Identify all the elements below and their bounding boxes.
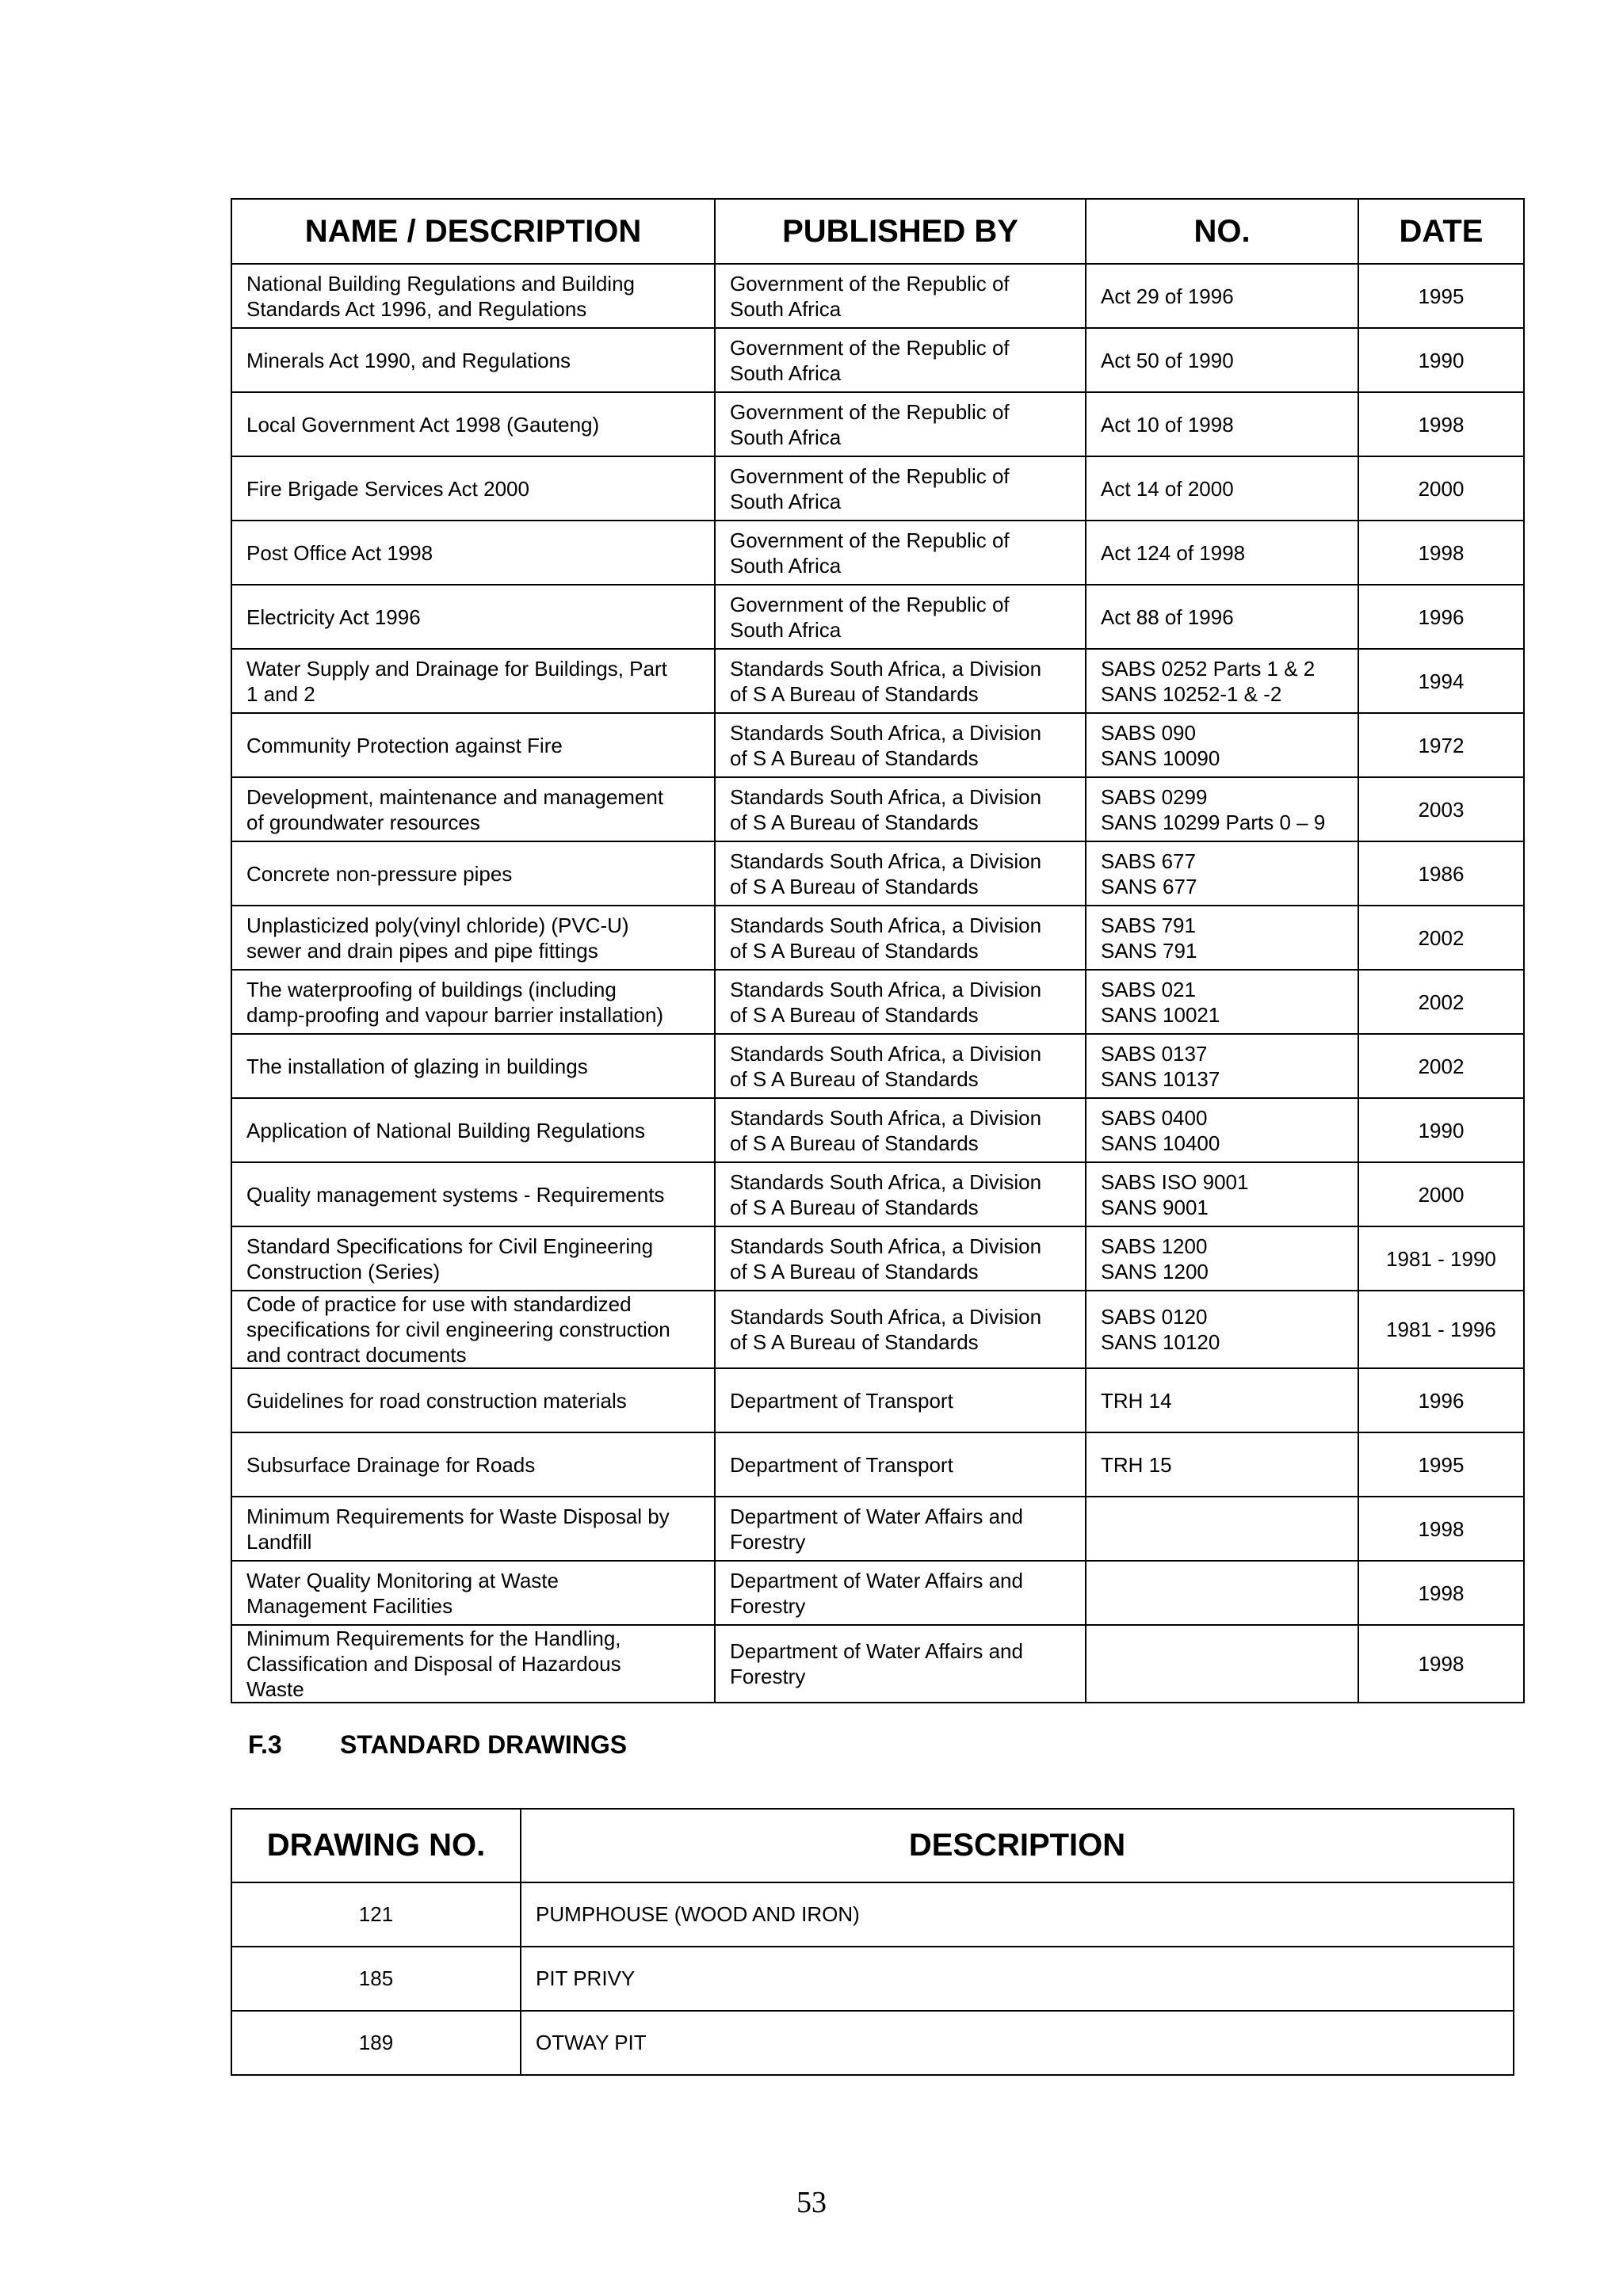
cell-date: 1994 [1358, 649, 1524, 713]
table-row [231, 970, 1524, 1034]
cell-publisher: Government of the Republic of South Africa [715, 456, 1086, 521]
cell-publisher: Government of the Republic of South Africa [715, 264, 1086, 328]
table-row [231, 521, 1524, 585]
cell-name: Minimum Requirements for the Handling, Classification and Disposal of Hazardous Waste [231, 1625, 715, 1703]
cell-date: 1998 [1358, 1625, 1524, 1703]
section-number: F.3 [248, 1730, 282, 1759]
cell-number: SABS 0252 Parts 1 & 2 SANS 10252-1 & -2 [1086, 649, 1358, 713]
table-row [231, 264, 1524, 328]
cell-date: 2000 [1358, 456, 1524, 521]
header-number: NO. [1086, 199, 1358, 264]
table-row [231, 1432, 1524, 1497]
cell-number: SABS 021 SANS 10021 [1086, 970, 1358, 1034]
cell-publisher: Government of the Republic of South Africa [715, 585, 1086, 649]
table-row [231, 1291, 1524, 1368]
header-description: DESCRIPTION [521, 1809, 1514, 1882]
cell-date: 1998 [1358, 1497, 1524, 1561]
cell-number: Act 14 of 2000 [1086, 456, 1358, 521]
cell-date: 1981 - 1996 [1358, 1291, 1524, 1368]
cell-number: SABS ISO 9001 SANS 9001 [1086, 1162, 1358, 1226]
cell-publisher: Standards South Africa, a Division of S A Bureau of Standards [715, 970, 1086, 1034]
table-row [231, 1947, 1514, 2011]
cell-name: Quality management systems - Requirements [231, 1162, 715, 1226]
table-row [231, 1625, 1524, 1703]
table-row [231, 1162, 1524, 1226]
cell-date: 1990 [1358, 328, 1524, 392]
cell-publisher: Department of Water Affairs and Forestry [715, 1497, 1086, 1561]
cell-publisher: Government of the Republic of South Africa [715, 328, 1086, 392]
cell-number: SABS 677 SANS 677 [1086, 841, 1358, 906]
table-row [231, 841, 1524, 906]
cell-date: 1990 [1358, 1098, 1524, 1162]
references-table [231, 198, 1525, 1703]
cell-number: Act 29 of 1996 [1086, 264, 1358, 328]
cell-publisher: Government of the Republic of South Africa [715, 521, 1086, 585]
cell-number: SABS 0137 SANS 10137 [1086, 1034, 1358, 1098]
section-heading [248, 1730, 627, 1760]
table-row [231, 1497, 1524, 1561]
cell-publisher: Standards South Africa, a Division of S A Bureau of Standards [715, 1162, 1086, 1226]
table-row [231, 1226, 1524, 1291]
cell-date: 2003 [1358, 777, 1524, 841]
cell-publisher: Department of Water Affairs and Forestry [715, 1561, 1086, 1625]
cell-name: Standard Specifications for Civil Engineering Construction (Series) [231, 1226, 715, 1291]
cell-number [1086, 1561, 1358, 1625]
cell-date: 1972 [1358, 713, 1524, 777]
cell-date: 1996 [1358, 585, 1524, 649]
cell-name: Fire Brigade Services Act 2000 [231, 456, 715, 521]
cell-number: Act 88 of 1996 [1086, 585, 1358, 649]
cell-date: 1998 [1358, 521, 1524, 585]
cell-publisher: Government of the Republic of South Africa [715, 392, 1086, 456]
header-drawing-no: DRAWING NO. [231, 1809, 521, 1882]
cell-name: Guidelines for road construction materials [231, 1368, 715, 1432]
cell-date: 1986 [1358, 841, 1524, 906]
cell-date: 1981 - 1990 [1358, 1226, 1524, 1291]
cell-publisher: Standards South Africa, a Division of S A Bureau of Standards [715, 1291, 1086, 1368]
cell-date: 1996 [1358, 1368, 1524, 1432]
cell-name: Post Office Act 1998 [231, 521, 715, 585]
cell-publisher: Department of Transport [715, 1368, 1086, 1432]
header-published-by: PUBLISHED BY [715, 199, 1086, 264]
cell-publisher: Standards South Africa, a Division of S A Bureau of Standards [715, 713, 1086, 777]
table-row [231, 1882, 1514, 1947]
table-row [231, 1098, 1524, 1162]
cell-publisher: Standards South Africa, a Division of S A Bureau of Standards [715, 906, 1086, 970]
table-row [231, 392, 1524, 456]
table-row [231, 713, 1524, 777]
cell-date: 1998 [1358, 1561, 1524, 1625]
cell-name: Community Protection against Fire [231, 713, 715, 777]
cell-date: 2002 [1358, 1034, 1524, 1098]
cell-publisher: Standards South Africa, a Division of S A Bureau of Standards [715, 841, 1086, 906]
cell-name: Minerals Act 1990, and Regulations [231, 328, 715, 392]
cell-name: Water Quality Monitoring at Waste Management Facilities [231, 1561, 715, 1625]
table-row [231, 585, 1524, 649]
cell-description: OTWAY PIT [521, 2011, 1514, 2075]
table-row [231, 328, 1524, 392]
table-row [231, 2011, 1514, 2075]
cell-publisher: Standards South Africa, a Division of S A Bureau of Standards [715, 1034, 1086, 1098]
cell-date: 2000 [1358, 1162, 1524, 1226]
cell-name: Local Government Act 1998 (Gauteng) [231, 392, 715, 456]
cell-number: Act 50 of 1990 [1086, 328, 1358, 392]
cell-number: SABS 1200 SANS 1200 [1086, 1226, 1358, 1291]
cell-name: Minimum Requirements for Waste Disposal by Landfill [231, 1497, 715, 1561]
cell-name: National Building Regulations and Building Standards Act 1996, and Regulations [231, 264, 715, 328]
header-name-description: NAME / DESCRIPTION [231, 199, 715, 264]
cell-date: 1995 [1358, 264, 1524, 328]
cell-name: Concrete non-pressure pipes [231, 841, 715, 906]
cell-name: Unplasticized poly(vinyl chloride) (PVC-U) sewer and drain pipes and pipe fittings [231, 906, 715, 970]
references-header-row [231, 199, 1524, 264]
cell-number: Act 10 of 1998 [1086, 392, 1358, 456]
cell-publisher: Department of Transport [715, 1432, 1086, 1497]
cell-name: The installation of glazing in buildings [231, 1034, 715, 1098]
cell-date: 1995 [1358, 1432, 1524, 1497]
cell-description: PUMPHOUSE (WOOD AND IRON) [521, 1882, 1514, 1947]
cell-publisher: Standards South Africa, a Division of S A Bureau of Standards [715, 1226, 1086, 1291]
section-title: STANDARD DRAWINGS [340, 1730, 628, 1759]
cell-publisher: Standards South Africa, a Division of S A Bureau of Standards [715, 649, 1086, 713]
cell-number: SABS 090 SANS 10090 [1086, 713, 1358, 777]
cell-number: Act 124 of 1998 [1086, 521, 1358, 585]
cell-number: SABS 791 SANS 791 [1086, 906, 1358, 970]
cell-name: Electricity Act 1996 [231, 585, 715, 649]
table-row [231, 906, 1524, 970]
cell-publisher: Standards South Africa, a Division of S A Bureau of Standards [715, 1098, 1086, 1162]
page-number: 53 [796, 2186, 827, 2219]
table-row [231, 649, 1524, 713]
cell-number: SABS 0400 SANS 10400 [1086, 1098, 1358, 1162]
cell-date: 1998 [1358, 392, 1524, 456]
cell-name: Subsurface Drainage for Roads [231, 1432, 715, 1497]
cell-number: SABS 0120 SANS 10120 [1086, 1291, 1358, 1368]
cell-publisher: Standards South Africa, a Division of S A Bureau of Standards [715, 777, 1086, 841]
cell-number [1086, 1497, 1358, 1561]
table-row [231, 777, 1524, 841]
table-row [231, 1561, 1524, 1625]
cell-drawing-no: 185 [231, 1947, 521, 2011]
table-row [231, 1368, 1524, 1432]
cell-name: The waterproofing of buildings (including damp-proofing and vapour barrier installation) [231, 970, 715, 1034]
table-row [231, 456, 1524, 521]
cell-number [1086, 1625, 1358, 1703]
header-date: DATE [1358, 199, 1524, 264]
cell-name: Development, maintenance and management of groundwater resources [231, 777, 715, 841]
cell-description: PIT PRIVY [521, 1947, 1514, 2011]
cell-date: 2002 [1358, 970, 1524, 1034]
cell-number: TRH 15 [1086, 1432, 1358, 1497]
cell-drawing-no: 121 [231, 1882, 521, 1947]
cell-name: Application of National Building Regulations [231, 1098, 715, 1162]
cell-number: SABS 0299 SANS 10299 Parts 0 – 9 [1086, 777, 1358, 841]
cell-name: Water Supply and Drainage for Buildings, Part 1 and 2 [231, 649, 715, 713]
cell-name: Code of practice for use with standardized specifications for civil engineering construction and contract documents [231, 1291, 715, 1368]
cell-publisher: Department of Water Affairs and Forestry [715, 1625, 1086, 1703]
cell-drawing-no: 189 [231, 2011, 521, 2075]
cell-number: TRH 14 [1086, 1368, 1358, 1432]
table-row [231, 1034, 1524, 1098]
drawings-header-row [231, 1809, 1514, 1882]
cell-date: 2002 [1358, 906, 1524, 970]
standard-drawings-table [231, 1808, 1514, 2076]
